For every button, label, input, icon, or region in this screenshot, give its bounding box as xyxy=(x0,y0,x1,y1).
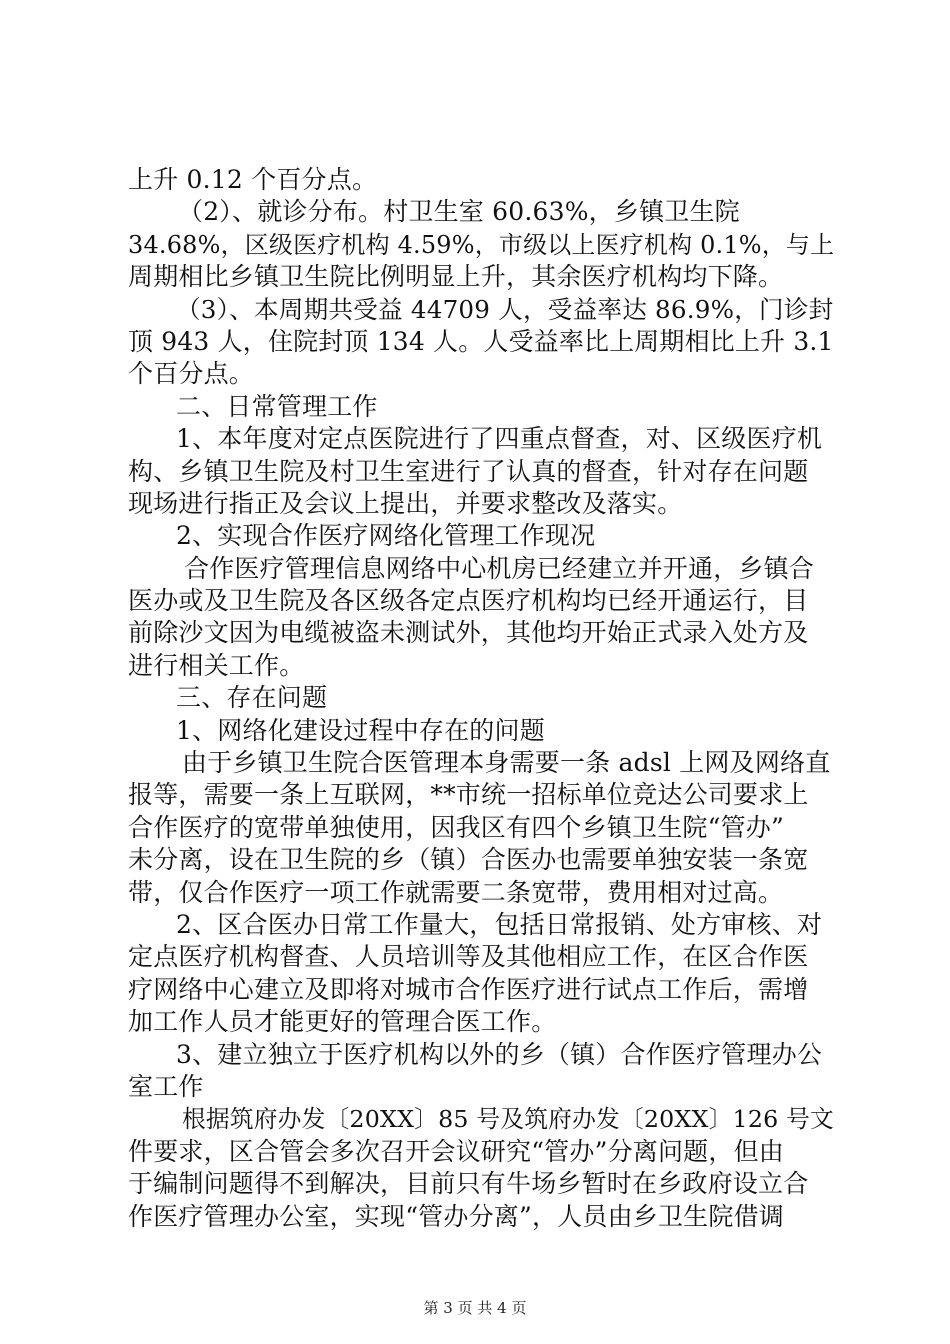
text-line: （3）、本周期共受益 44709 人，受益率达 86.9%，门诊封 xyxy=(176,294,834,324)
text-line: 疗网络中心建立及即将对城市合作医疗进行试点工作后，需增 xyxy=(128,974,809,1004)
text-line: 3、建立独立于医疗机构以外的乡（镇）合作医疗管理办公 xyxy=(176,1039,823,1069)
text-line: 作医疗管理办公室，实现“管办分离”，人员由乡卫生院借调 xyxy=(128,1201,784,1231)
text-line: 34.68%，区级医疗机构 4.59%，市级以上医疗机构 0.1%，与上 xyxy=(128,230,835,259)
text-line: 二、日常管理工作 xyxy=(176,391,378,421)
text-line: （2）、就诊分布。村卫生室 60.63%，乡镇卫生院 xyxy=(178,197,740,227)
text-line: 合作医疗管理信息网络中心机房已经建立并开通，乡镇合 xyxy=(184,553,815,583)
text-line: 顶 943 人，住院封顶 134 人。人受益率比上周期相比上升 3.1 xyxy=(128,326,834,356)
text-line: 合作医疗的宽带单独使用，因我区有四个乡镇卫生院“管办” xyxy=(128,812,784,842)
text-line: 件要求，区合管会多次召开会议研究“管办”分离问题，但由 xyxy=(128,1136,784,1166)
text-line: 于编制问题得不到解决，目前只有牛场乡暂时在乡政府设立合 xyxy=(128,1169,809,1199)
text-line: 现场进行指正及会议上提出，并要求整改及落实。 xyxy=(128,488,683,518)
text-line: 带，仅合作医疗一项工作就需要二条宽带，费用相对过高。 xyxy=(128,877,784,907)
text-line: 根据筑府办发〔20XX〕85 号及筑府办发〔20XX〕126 号文 xyxy=(182,1105,834,1134)
page-footer: 第 3 页 共 4 页 xyxy=(423,1299,527,1317)
text-line: 前除沙文因为电缆被盗未测试外，其他均开始正式录入处方及 xyxy=(128,618,809,648)
text-line: 构、乡镇卫生院及村卫生室进行了认真的督查，针对存在问题 xyxy=(128,456,809,486)
text-line: 2、区合医办日常工作量大，包括日常报销、处方审核、对 xyxy=(176,909,823,939)
text-line: 医办或及卫生院及各区级各定点医疗机构均已经开通运行，目 xyxy=(128,586,809,616)
text-line: 加工作人员才能更好的管理合医工作。 xyxy=(128,1007,557,1037)
text-line: 由于乡镇卫生院合医管理本身需要一条 adsl 上网及网络直 xyxy=(182,748,831,778)
text-line: 三、存在问题 xyxy=(176,683,328,713)
text-line: 1、网络化建设过程中存在的问题 xyxy=(176,715,545,745)
document-body xyxy=(128,164,834,1233)
text-line: 报等，需要一条上互联网，**市统一招标单位竞达公司要求上 xyxy=(128,780,809,810)
text-line: 上升 0.12 个百分点。 xyxy=(128,165,378,194)
text-line: 周期相比乡镇卫生院比例明显上升，其余医疗机构均下降。 xyxy=(128,262,784,292)
text-line: 2、实现合作医疗网络化管理工作现况 xyxy=(176,521,596,551)
text-line: 未分离，设在卫生院的乡（镇）合医办也需要单独安装一条宽 xyxy=(128,845,809,875)
text-line: 进行相关工作。 xyxy=(128,650,305,680)
text-line: 室工作 xyxy=(128,1071,204,1101)
text-line: 定点医疗机构督查、人员培训等及其他相应工作，在区合作医 xyxy=(128,942,809,972)
text-line: 1、本年度对定点医院进行了四重点督查，对、区级医疗机 xyxy=(176,424,823,454)
text-line: 个百分点。 xyxy=(128,359,255,389)
